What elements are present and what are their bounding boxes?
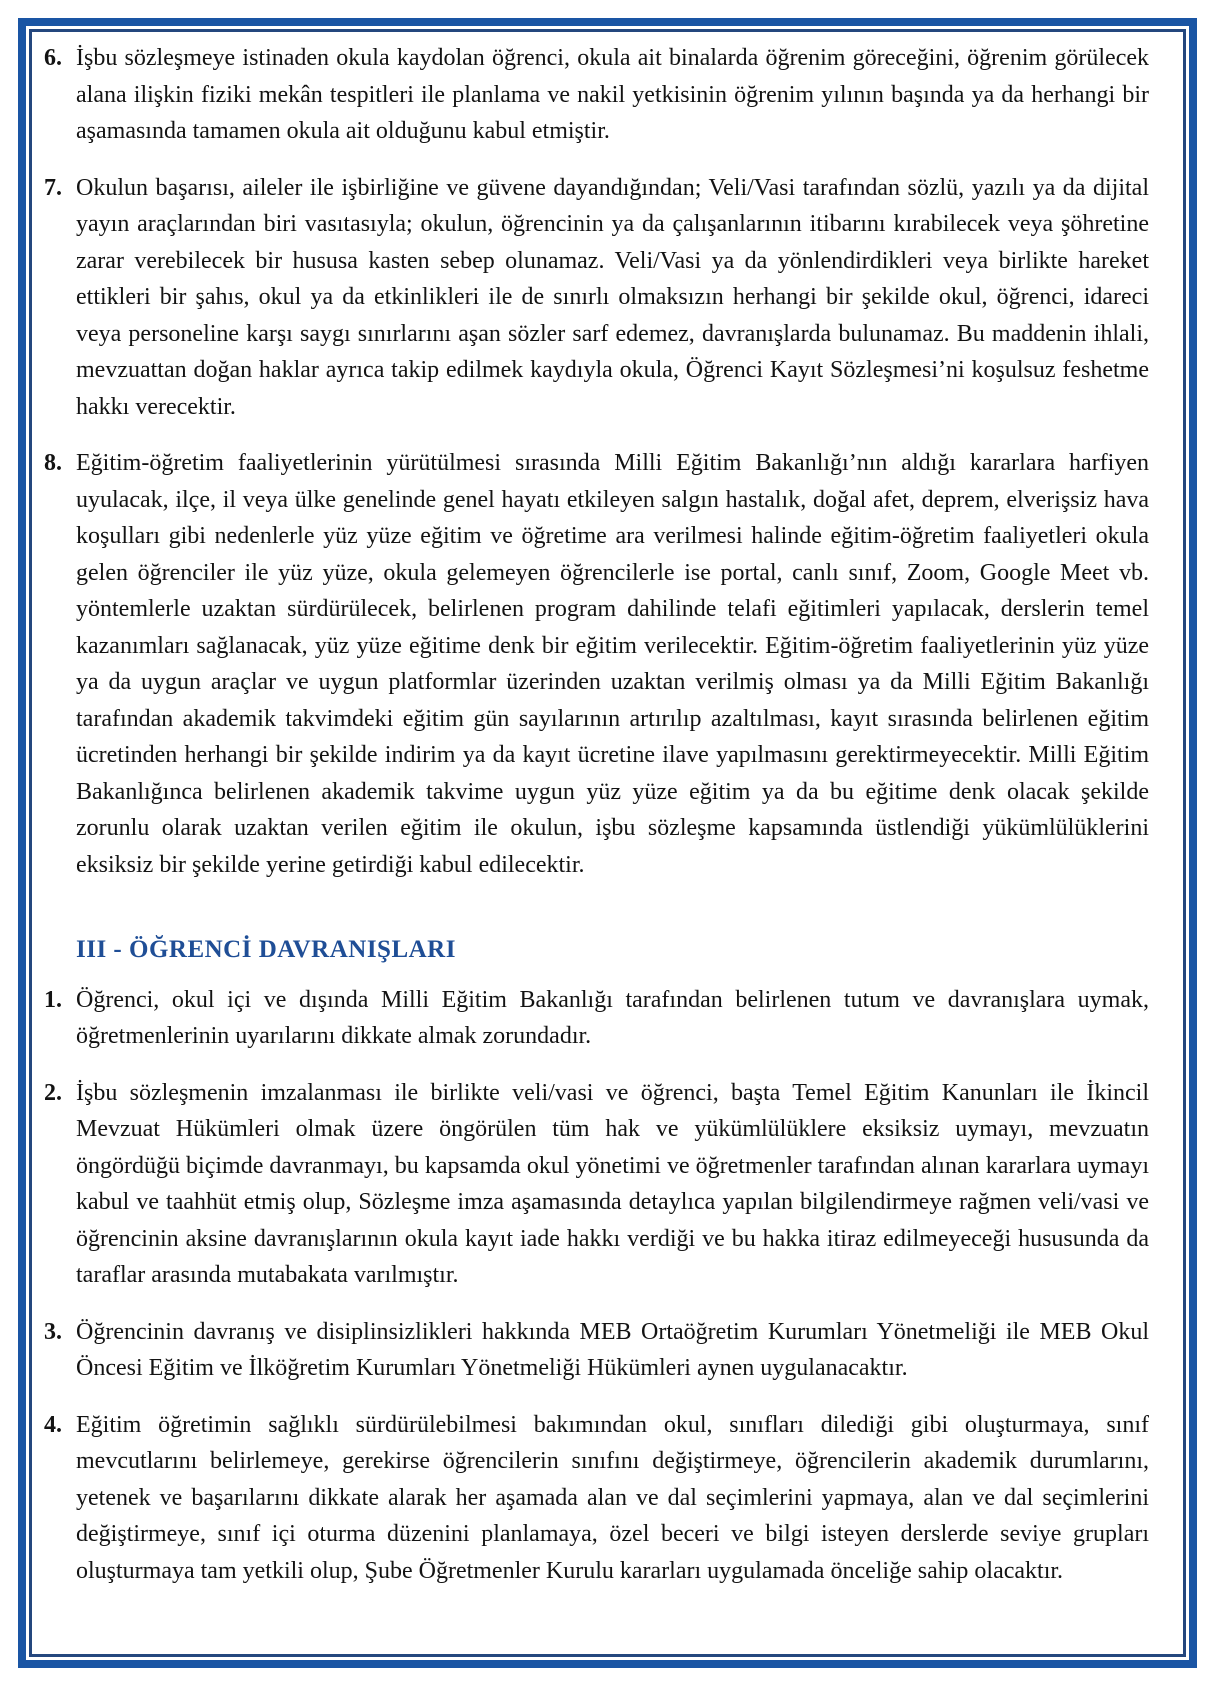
clause-number: 6. xyxy=(44,45,62,71)
clause-text: Eğitim-öğretim faaliyetlerinin yürütülmesi sırasında Milli Eğitim Bakanlığı’nın aldığı kararlara harfiyen uyulacak, ilçe, il veya ülke genelinde genel hayatı etkileyen salgın hastalık, doğal afet, deprem, elverişsiz hava koşulları gibi nedenlerle yüz yüze eğitim ve öğretime ara verilmesi halinde eğitim-öğretim faaliyetleri okula gelen öğrenciler ile yüz yüze, okula gelemeyen öğrencilerle ise portal, canlı sınıf, Zoom, Google Meet vb. yöntemlerle uzaktan sürdürülecek, belirlenen program dahilinde telafi eğitimleri yapılacak, derslerin temel kazanımları sağlanacak, yüz yüze eğitime denk bir eğitim verilecektir. Eğitim-öğretim faaliyetlerinin yüz yüze ya da uygun araçlar ve uygun platformlar üzerinden uzaktan verilmiş olması ya da Milli Eğitim Bakanlığı tarafından akademik takvimdeki eğitim gün sayılarının artırılıp azaltılması, kayıt sırasında belirlenen eğitim ücretinden herhangi bir şekilde indirim ya da kayıt ücretine ilave yapılmasını gerektirmeyecektir. Milli Eğitim Bakanlığınca belirlenen akademik takvime uygun yüz yüze eğitim ya da bu eğitime denk olacak şekilde zorunlu olarak uzaktan verilen eğitim ile okulun, işbu sözleşme kapsamında üstlendiği yükümlülüklerini eksiksiz bir şekilde yerine getirdiği kabul edilecektir. xyxy=(76,450,1149,878)
contract-clauses-section xyxy=(44,40,1149,883)
clause-number: 3. xyxy=(44,1318,62,1345)
page-border-frame xyxy=(18,18,1197,1668)
clause-text: Öğrenci, okul içi ve dışında Milli Eğitim Bakanlığı tarafından belirlenen tutum ve davranışlara uymak, öğretmenlerinin uyarılarını dikkate almak zorundadır. xyxy=(76,986,1149,1049)
behavior-clause-item-3 xyxy=(44,1314,1149,1387)
clause-number: 7. xyxy=(44,174,62,201)
behavior-clause-item-1 xyxy=(44,982,1149,1055)
clause-text: İşbu sözleşmeye istinaden okula kaydolan öğrenci, okula ait binalarda öğrenim göreceğini, öğrenim görülecek alana ilişkin fiziki mekân tespitleri ile planlama ve nakil yetkisinin öğrenim yılının başında ya da herhangi bir aşamasında tamamen okula ait olduğunu kabul etmiştir. xyxy=(76,45,1149,144)
section-heading-student-behaviors: III - ÖĞRENCİ DAVRANIŞLARI xyxy=(76,936,456,963)
page-inner-frame xyxy=(29,29,1186,1657)
clause-text: Eğitim öğretimin sağlıklı sürdürülebilmesi bakımından okul, sınıfları dilediği gibi oluşturmaya, sınıf mevcutlarını belirlemeye, gerekirse öğrencilerin sınıfını değiştirmeye, öğrencilerin akademik durumlarını, yetenek ve başarılarını dikkate alarak her aşamada alan ve dal seçimlerini yapmaya, alan ve dal seçimlerini değiştirmeye, sınıf içi oturma düzenini planlamaya, özel beceri ve bilgi isteyen derslerde seviye grupları oluşturmaya tam yetkili olup, Şube Öğretmenler Kurulu kararları uygulamada önceliğe sahip olacaktır. xyxy=(76,1411,1149,1584)
behavior-clause-item-2 xyxy=(44,1075,1149,1294)
clause-number: 4. xyxy=(44,1411,62,1438)
clause-number: 8. xyxy=(44,450,62,476)
clause-number: 2. xyxy=(44,1079,62,1106)
student-behavior-clauses-section xyxy=(44,982,1149,1590)
clause-item-7 xyxy=(44,170,1149,426)
clause-text: İşbu sözleşmenin imzalanması ile birlikte veli/vasi ve öğrenci, başta Temel Eğitim Kanunları ile İkincil Mevzuat Hükümleri olmak üzere öngörülen tüm hak ve yükümlülüklere eksiksiz uymayı, mevzuatın öngördüğü biçimde davranmayı, bu kapsamda okul yönetimi ve öğretmenler tarafından alınan kararlara uymayı kabul ve taahhüt etmiş olup, Sözleşme imza aşamasında detaylıca yapılan bilgilendirmeye rağmen veli/vasi ve öğrencinin aksine davranışlarının okula kayıt iade hakkı verdiği ve bu hakka itiraz edilmeyeceği hususunda da taraflar arasında mutabakata varılmıştır. xyxy=(76,1079,1149,1288)
clause-item-8 xyxy=(44,445,1149,883)
clause-item-6 xyxy=(44,40,1149,150)
clause-text: Öğrencinin davranış ve disiplinsizlikleri hakkında MEB Ortaöğretim Kurumları Yönetmeliği ile MEB Okul Öncesi Eğitim ve İlköğretim Kurumları Yönetmeliği Hükümleri aynen uygulanacaktır. xyxy=(76,1318,1149,1381)
clause-number: 1. xyxy=(44,986,62,1013)
clause-text: Okulun başarısı, aileler ile işbirliğine ve güvene dayandığından; Veli/Vasi tarafından sözlü, yazılı ya da dijital yayın araçlarından biri vasıtasıyla; okulun, öğrencinin ya da çalışanlarının itibarını kırabilecek veya şöhretine zarar verebilecek bir hususa kasten sebep olunamaz. Veli/Vasi ya da yönlendirdikleri veya birlikte hareket ettikleri bir şahıs, okul ya da etkinlikleri ile de sınırlı olmaksızın herhangi bir şekilde okul, öğrenci, idareci veya personeline karşı saygı sınırlarını aşan sözler sarf edemez, davranışlarda bulunamaz. Bu maddenin ihlali, mevzuattan doğan haklar ayrıca takip edilmek kaydıyla okula, Öğrenci Kayıt Sözleşmesi’ni koşulsuz feshetme hakkı verecektir. xyxy=(76,174,1149,420)
behavior-clause-item-4 xyxy=(44,1407,1149,1590)
